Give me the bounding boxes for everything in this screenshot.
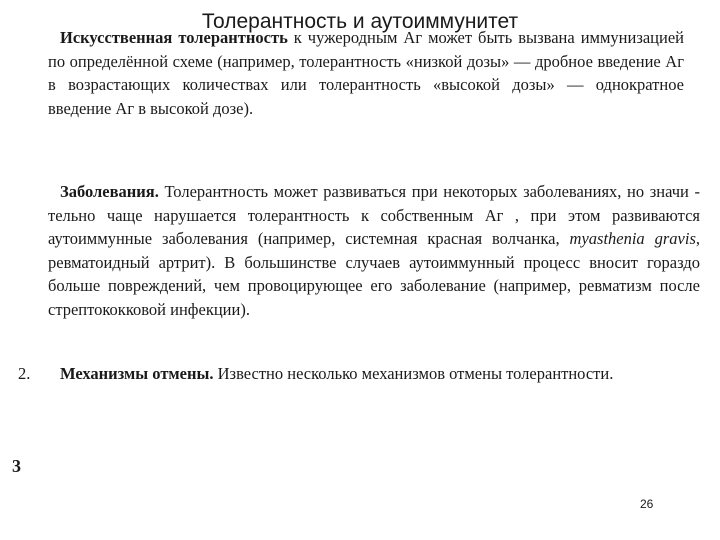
paragraph-diseases [48,180,700,321]
page-number: 26 [640,497,654,511]
paragraph-cancellation-mechanisms [48,362,684,386]
term-artificial-tolerance: Искусственная толерантность [60,28,288,47]
term-myasthenia: myasthenia gravis [569,229,696,248]
list-number-2: 2. [18,364,31,383]
list-number-3: 3 [12,456,21,476]
paragraph-text: , ревматоидный артрит). В большинстве случаев аутоиммунный процесс вносит гораздо больше повреждений, чем провоцирующее его заболевание (например, ревматизм после стрептококковой инфекции). [48,229,700,319]
term-diseases: Заболевания. [60,182,159,201]
slide-title: Толерантность и аутоиммунитет [201,10,519,33]
paragraph-text: Толерантность может развиваться при некоторых заболеваниях, но значи - тельно чаще нарушается толерантность к собственным Аг , при этом развиваются аутоиммунные заболевания (например, системная красная волчанка, [48,182,700,248]
paragraph-text: Известно несколько механизмов отмены толерантности. [213,364,614,383]
term-cancellation-mechanisms: Механизмы отмены. [60,364,214,383]
paragraph-artificial-tolerance [48,26,684,120]
paragraph-text: к чужеродным Аг может быть вызвана иммунизацией по определённой схеме (например, толерантность «низкой дозы» — дробное введение Аг в возрастающих количествах или толерантность «высокой дозы» — однократное введение Аг в высокой дозе). [48,28,684,118]
